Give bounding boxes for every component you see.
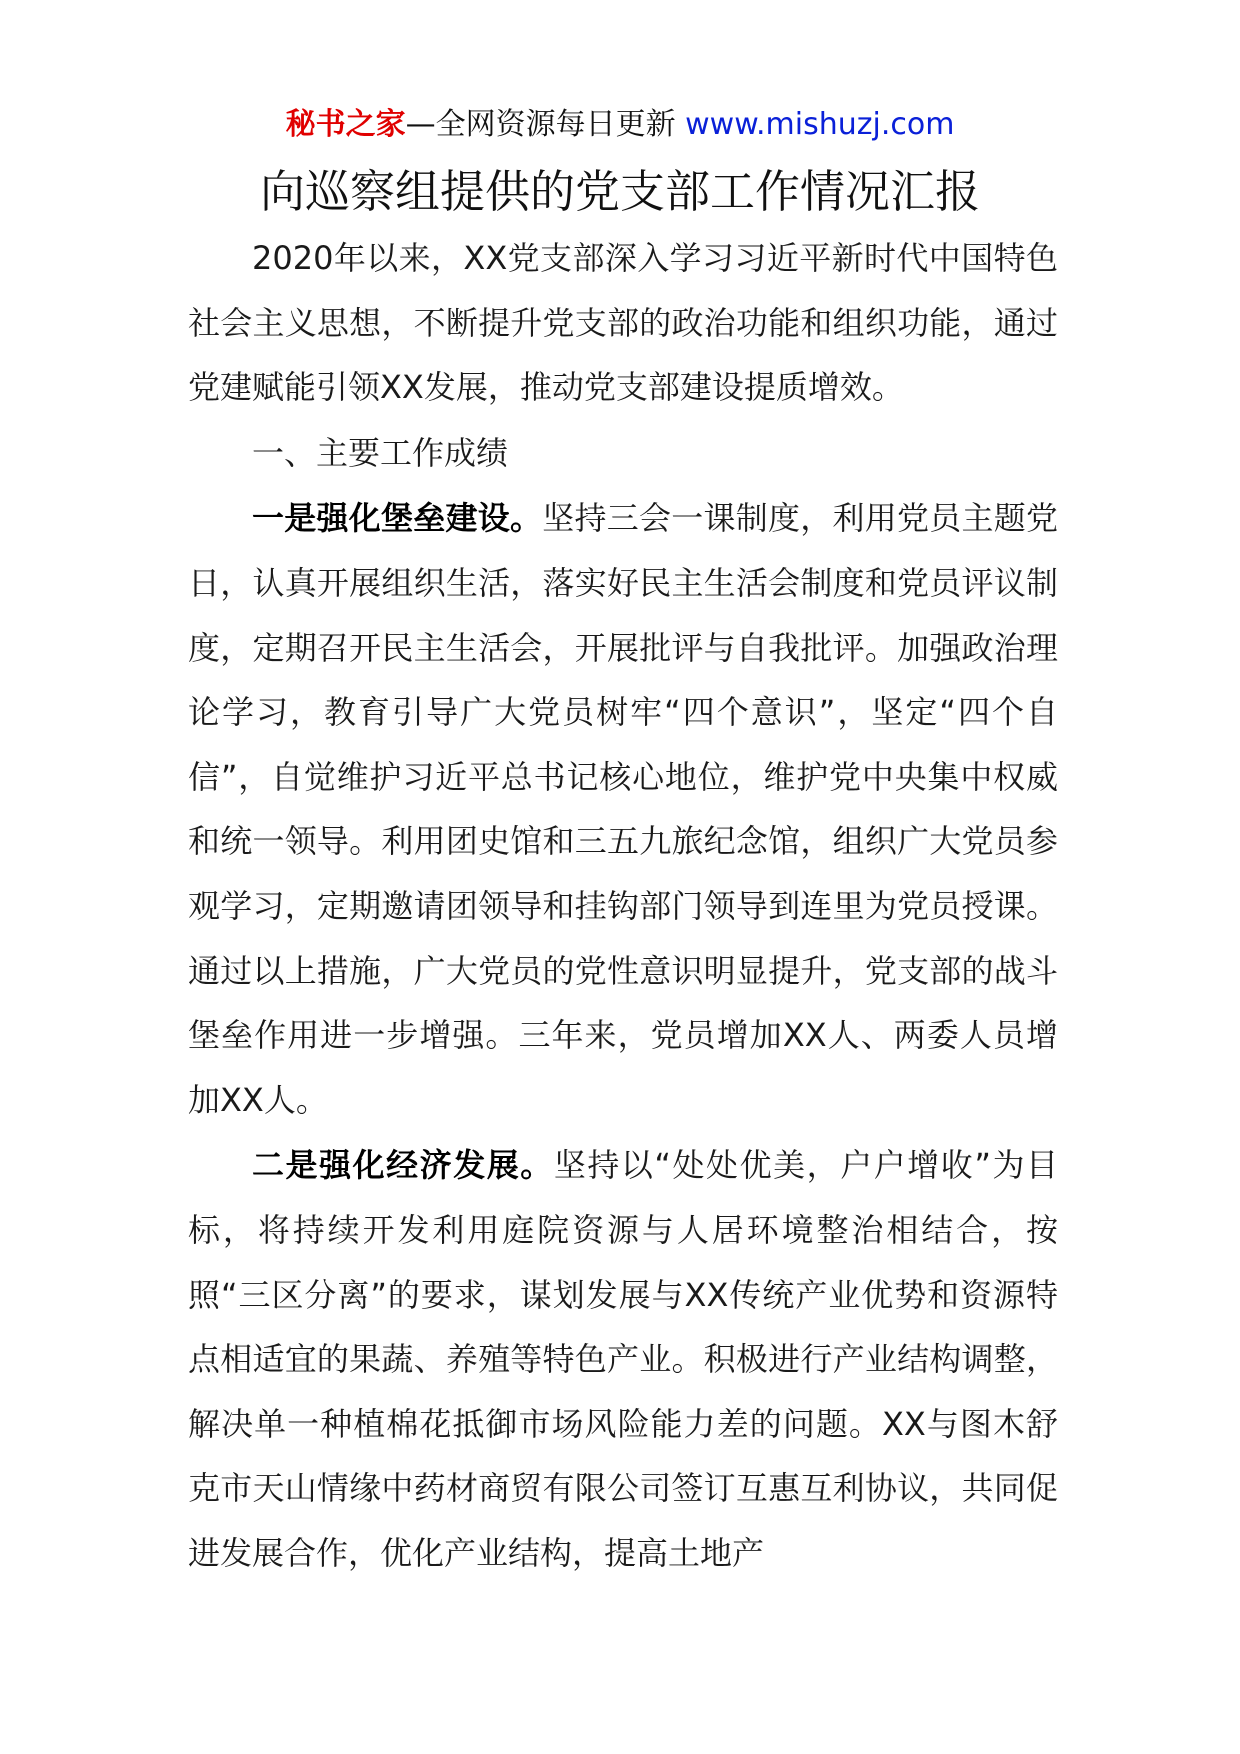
item-text-1: 坚持三会一课制度，利用党员主题党日，认真开展组织生活，落实好民主生活会制度和党员评议制度，定期召开民主生活会，开展批评与自我批评。加强政治理论学习，教育引导广大党员树牢“四个意识”，坚定“四个自信”，自觉维护习近平总书记核心地位，维护党中央集中权威和统一领导。利用团史馆和三五九旅纪念馆，组织广大党员参观学习，定期邀请团领导和挂钩部门领导到连里为党员授课。通过以上措施，广大党员的党性意识明显提升，党支部的战斗堡垒作用进一步增强。三年来，党员增加XX人、两委人员增加XX人。	[188, 499, 1058, 1119]
item-lead-1: 一是强化堡垒建设。	[252, 499, 543, 538]
item-lead-2: 二是强化经济发展。	[252, 1146, 554, 1185]
intro-paragraph: 2020年以来，XX党支部深入学习习近平新时代中国特色社会主义思想，不断提升党支部的政治功能和组织功能，通过党建赋能引领XX发展，推动党支部建设提质增效。	[188, 239, 1058, 407]
site-header	[0, 100, 1240, 150]
brand-name: 秘书之家	[285, 107, 406, 142]
section-heading: 一、主要工作成绩	[252, 433, 509, 472]
item-text-2: 坚持以“处处优美，户户增收”为目标，将持续开发利用庭院资源与人居环境整治相结合，按照“三区分离”的要求，谋划发展与XX传统产业优势和资源特点相适宜的果蔬、养殖等特色产业。积极进行产业结构调整，解决单一种植棉花抵御市场风险能力差的问题。XX与图木舒克市天山情缘中药材商贸有限公司签订互惠互利协议，共同促进发展合作，优化产业结构，提高土地产	[188, 1146, 1058, 1572]
site-url-link[interactable]: www.mishuzj.com	[685, 107, 955, 142]
item-paragraph-1	[188, 486, 1058, 1132]
document-body	[188, 226, 1058, 1586]
header-tagline: —全网资源每日更新	[405, 107, 686, 142]
item-paragraph-2	[188, 1133, 1058, 1585]
document-title: 向巡察组提供的党支部工作情况汇报	[259, 165, 980, 218]
